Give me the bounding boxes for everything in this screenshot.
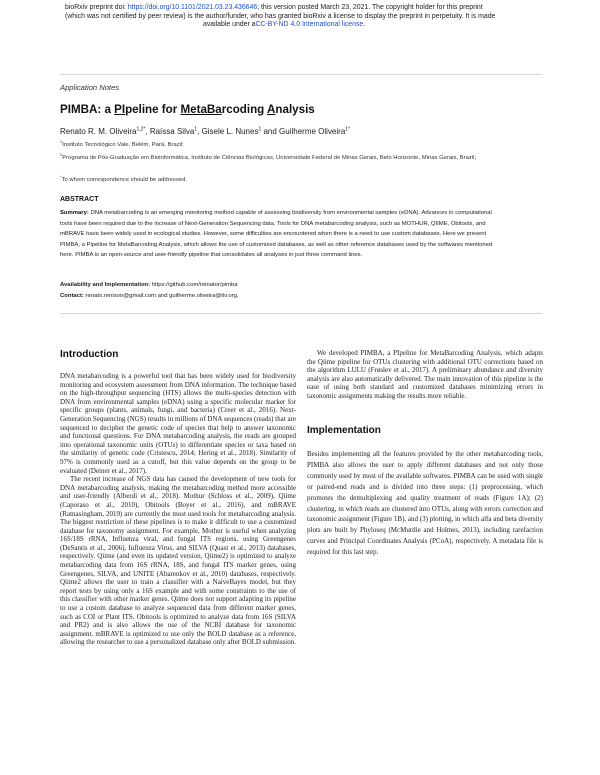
preprint-line3-suffix: . [363,21,366,29]
affiliation-2: $^2$Programa de Pós-Graduação em Bioinformática, Instituto de Ciências Biológicas, Universidade Federal de Minas Gerais, Belo Horizonte, Minas Gerais, Brazil; [60,152,477,161]
preprint-notice [65,4,565,30]
author-list: Renato R. M. Oliveira$^{1,2*}$, Raíssa Silva$^1$, Gisele L. Nunes$^1$ and Guilherme Oliveira$^{1*}$ [60,126,351,136]
section-label: Application Notes [60,83,120,92]
right-column-top [307,349,543,401]
implementation-column [307,449,543,558]
abstract-divider [60,313,542,314]
paper-title: PIMBA: a PIpeline for MetaBarcoding Analysis [60,103,315,116]
doi-link[interactable]: https://doi.org/10.1101/2021.03.23.436646 [127,4,258,11]
intro-paragraph-2: The recent increase of NGS data has caused the development of new tools for DNA metabarcoding analysis, making the metabarcoding method more accessible and user-friendly (Alberdi et al., 2018). Mothur (Schloss et al., 2009), Qiime (Caporaso et al., 2010), Obitools (Boyer et al., 2016), and mBRAVE (Ratnasingham, 2019) are currently the most used tools for metabarcoding analysis. The biggest restriction of these pipelines is to make it difficult to use a customized database for taxonomy assignment. For example, Mothur is useful when analyzing 16S/18S rRNA, Influenza viral, and fungal ITS regions, using Greengenes (DeSantis et al., 2006), Influenza Virus, and SILVA (Quast et al., 2013) databases, respectively. Qiime (and even its updated version, Qiime2) is optimized to analyze metabarcoding data from 16S rRNA, 18S, and fungal ITS marker genes, using Greengenes, SILVA, and UNITE (Abarenkov et al., 2010) databases, respectively. Qiime2 allows the user to train a classifier with a NaiveBayes model, but they report tests by using only a 16S example and with some constraints to the use of this classifier with other marker genes. Qiime does not support adapting its pipeline to use a custom database to analyze sequenced data from different marker genes, such as COI or Plant ITS. Obitools is optimized to analyze data from 16S (SILVA and PR2) and is also allows the use of the NCBI database for taxonomic assignment. mBRAVE is optimized to use only the BOLD database as a reference, allowing the researcher to use a personalized database only after BOLD submission. [60,475,296,647]
preprint-line2: (which was not certified by peer review) is the author/funder, who has granted bioRxiv a license to display the preprint in perpetuity. It is made [65,12,496,20]
implementation-paragraph: Besides implementing all the features provided by the other metabarcoding tools, PIMBA also allows the user to apply different databases and not only those commonly used by most of the available softwares. PIMBA can be used with single or paired-end reads and is divided into three steps: (1) preprocessing, which promotes the demultiplexing and quality treatment of reads (Figure 1A); (2) clustering, in which reads are clustered into OTUs, along with errors correction and taxonomic assignment (Figure 1B), and (3) plotting, in which alfa and beta diversity plots are built by Phyloseq (McMurdie and Holmes, 2013), including rarefaction curves and Principal Coordinates Analysis (PCoA), respectively. A metadata file is required for this last step. [307,450,544,557]
contact: Contact: renato.renison@gmail.com and guilherme.oliveira@itv.org. [60,293,239,299]
intro-heading: Introduction [60,349,119,360]
affiliation-3: *To whom correspondence should be addressed. [60,174,187,183]
preprint-line3: available under a [203,21,256,29]
pimba-paragraph: We developed PIMBA, a PIpeline for MetaBarcoding Analysis, which adapts the Qiime pipeline for OTUs clustering with additional OTU corrections based on the algorithm LULU (Frøslev et al., 2017). A preliminary abundance and diversity analysis are also automatically delivered. The main innovation of this pipeline is the ease of using both standard and customized databases minimizing errors in taxonomic assignments making the results more reliable. [307,349,543,400]
implementation-heading: Implementation [307,425,381,436]
abstract-summary: Summary: DNA metabarcoding is an emerging monitoring method capable of assessing biodiversity from environmental samples (eDNA). Advances in computational tools have been required due to the increase of Next-Generation Sequencing data. Tools for DNA metabarcoding analysis, such as MOTHUR, QIIME, Obitools, and mBRAVE have been widely used in ecological studies. However, some difficulties are encountered when there is a need to use custom databases. Here we present PIMBA, a Pipeline for MetaBarcoding Analysis, which allows the use of customized databases, as well as other reference databases used by the softwares mentioned here. PIMBA is an open-source and user-friendly pipeline that consolidates all analyses in just three command lines. [60,210,493,259]
preprint-line1: bioRxiv preprint doi: [65,4,128,11]
availability: Availability and Implementation: https://github.com/reinator/pimba [60,282,238,288]
preprint-line1-suffix: ; this version posted March 23, 2021. The copyright holder for this preprint [257,4,483,11]
abstract-heading: ABSTRACT [60,196,99,203]
affiliation-1: $^1$Instituto Tecnológico Vale, Belém, Pará, Brazil; [60,139,184,148]
intro-paragraph-1: DNA metabarcoding is a powerful tool that has been widely used for biodiversity monitoring and ecosystem assessment from DNA information. The technique based on the high-throughput sequencing (HTS) allows the multi-species detection with DNA from environmental samples (eDNA) using a specific molecular marker for specific groups (plants, animals, fungi, and bacteria) (Creer et al., 2016). Next-Generation Sequencing (NGS) results in millions of DNA sequences (reads) that are sequenced to decipher the genetic code of species that help to answer taxonomic and functional questions. For DNA metabarcoding analysis, the reads are grouped into operational taxonomic units (OTUs) to differentiate species or taxa based on the similarity of genetic code (Cristescu, 2014; Hering et al., 2018). Similarity of 97% is commonly used as a cutoff, but this value depends on the group to be evaluated (Deiner et al., 2017). [60,372,296,475]
license-link[interactable]: CC-BY-ND 4.0 International license [255,21,364,29]
header-divider [60,74,542,75]
intro-column [60,372,296,647]
